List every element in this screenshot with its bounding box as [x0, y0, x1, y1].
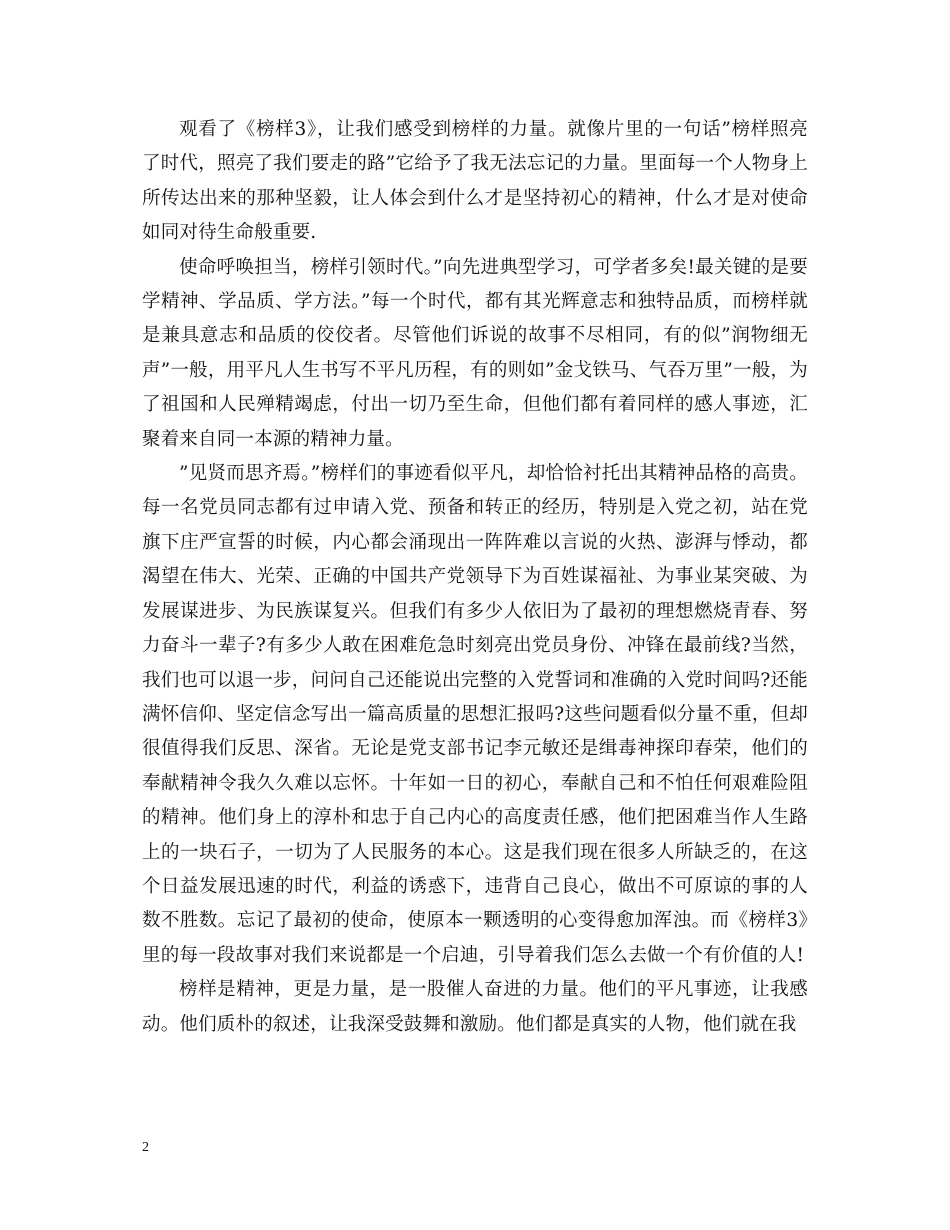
page-number: 2 — [142, 1140, 149, 1155]
paragraph-2: 使命呼唤担当，榜样引领时代。”向先进典型学习，可学者多矣!最关键的是要学精神、学品质、学方法。”每一个时代，都有其光辉意志和独特品质，而榜样就是兼具意志和品质的佼佼者。尽管他们诉说的故事不尽相同，有的似”润物细无声”一般，用平凡人生书写不平凡历程，有的则如”金戈铁马、气吞万里”一般，为了祖国和人民殚精竭虑，付出一切乃至生命，但他们都有着同样的感人事迹，汇聚着来自同一本源的精神力量。 — [142, 256, 808, 450]
paragraph-1: 观看了《榜样3》，让我们感受到榜样的力量。就像片里的一句话”榜样照亮了时代，照亮了我们要走的路”它给予了我无法忘记的力量。里面每一个人物身上所传达出来的那种坚毅，让人体会到什么才是坚持初心的精神，什么才是对使命如同对待生命般重要. — [142, 119, 808, 244]
paragraph-3: ”见贤而思齐焉。”榜样们的事迹看似平凡，却恰恰衬托出其精神品格的高贵。每一名党员同志都有过申请入党、预备和转正的经历，特别是入党之初，站在党旗下庄严宣誓的时候，内心都会涌现出一阵阵难以言说的火热、澎湃与悸动，都渴望在伟大、光荣、正确的中国共产党领导下为百姓谋福祉、为事业某突破、为发展谋进步、为民族谋复兴。但我们有多少人依旧为了最初的理想燃烧青春、努力奋斗一辈子?有多少人敢在困难危急时刻亮出党员身份、冲锋在最前线?当然，我们也可以退一步，问问自己还能说出完整的入党誓词和准确的入党时间吗?还能满怀信仰、坚定信念写出一篇高质量的思想汇报吗?这些问题看似分量不重，但却很值得我们反思、深省。无论是党支部书记李元敏还是缉毒神探印春荣，他们的奉献精神令我久久难以忘怀。十年如一日的初心，奉献自己和不怕任何艰难险阻的精神。他们身上的淳朴和忠于自己内心的高度责任感，他们把困难当作人生路上的一块石子，一切为了人民服务的本心。这是我们现在很多人所缺乏的，在这个日益发展迅速的时代，利益的诱惑下，违背自己良心，做出不可原谅的事的人数不胜数。忘记了最初的使命，使原本一颗透明的心变得愈加浑浊。而《榜样3》里的每一段故事对我们来说都是一个启迪，引导着我们怎么去做一个有价值的人! — [142, 463, 808, 966]
paragraph-4: 榜样是精神，更是力量，是一股催人奋进的力量。他们的平凡事迹，让我感动。他们质朴的叙述，让我深受鼓舞和激励。他们都是真实的人物，他们就在我 — [142, 979, 808, 1035]
document-body — [142, 113, 808, 1042]
